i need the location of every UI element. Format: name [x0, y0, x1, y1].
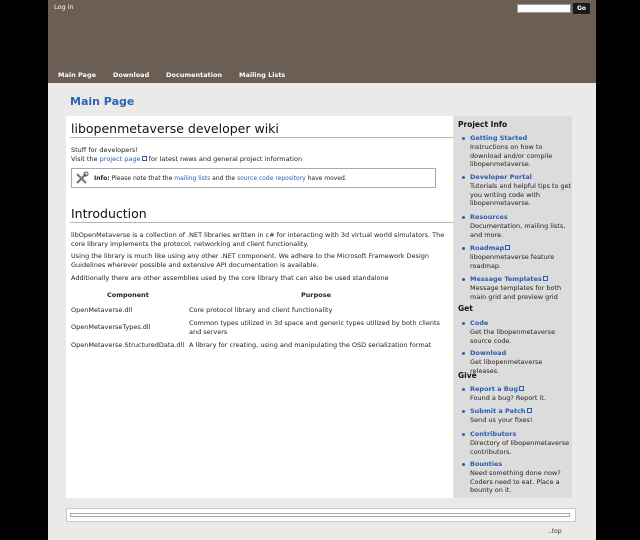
bullet-icon: [462, 137, 465, 140]
section-divider: [70, 222, 455, 223]
external-link-icon: [505, 245, 510, 250]
sidebar-item-title[interactable]: Contributors: [470, 430, 517, 438]
sidebar-heading-project-info: Project Info: [458, 120, 508, 129]
external-link-icon: [142, 156, 147, 161]
sidebar-item-title[interactable]: Download: [470, 349, 507, 357]
sidebar-item-desc: libopenmetaverse feature roadmap.: [470, 253, 555, 270]
sidebar-item-title[interactable]: Code: [470, 319, 489, 327]
sidebar-item-desc: Need something done now? Coders need to eat. Place a bounty on it.: [470, 469, 561, 494]
go-button[interactable]: Go: [573, 3, 590, 14]
sidebar-item-title[interactable]: Submit a Patch: [470, 407, 532, 415]
sidebar-item-desc: Send us your fixes!: [470, 416, 533, 424]
table-cell-component: OpenMetaverse.dll: [71, 306, 133, 314]
table-cell-purpose: Core protocol library and client functionality: [189, 306, 333, 314]
sidebar-item-desc: Directory of libopenmetaverse contributors.: [470, 439, 570, 456]
sidebar-item-title[interactable]: Developer Portal: [470, 173, 532, 181]
page: [48, 0, 596, 540]
nav-download[interactable]: Download: [113, 71, 150, 79]
bullet-icon: [462, 388, 465, 391]
para2-line2: Guidelines wherever possible and extensive API documentation is available.: [71, 261, 319, 269]
table-header-purpose: Purpose: [301, 291, 331, 299]
sidebar-heading-give: Give: [458, 371, 477, 380]
main-content: [66, 116, 453, 498]
bullet-icon: [462, 322, 465, 325]
login-link[interactable]: Log in: [54, 3, 74, 11]
bullet-icon: [462, 352, 465, 355]
external-link-icon: [527, 408, 532, 413]
info-mid: and the: [212, 175, 236, 182]
project-page-link[interactable]: project page: [99, 155, 141, 163]
table-cell-purpose: A library for creating, using and manipulating the OSD serialization format: [189, 341, 432, 349]
footer-box: [66, 508, 576, 522]
header: [48, 0, 596, 83]
bullet-icon: [462, 247, 465, 250]
sidebar-item-title[interactable]: Getting Started: [470, 134, 528, 142]
top-link[interactable]: ..top: [548, 528, 562, 535]
info-text: [94, 175, 347, 182]
footer-inner: [70, 513, 570, 517]
bullet-icon: [462, 176, 465, 179]
sidebar-item-desc: Message templates for both main grid and preview grid: [470, 284, 562, 301]
para1-line2: core library implements the protocol, networking and client functionality.: [71, 240, 309, 248]
tools-icon: [75, 171, 89, 185]
sidebar-item-title[interactable]: Bounties: [470, 460, 503, 468]
sidebar-item-desc: Documentation, mailing lists, and more.: [470, 222, 566, 239]
wiki-title: libopenmetaverse developer wiki: [71, 121, 279, 136]
sidebar-item-desc: Instructions on how to download and/or compile libopenmetaverse.: [470, 143, 553, 168]
nav-documentation[interactable]: Documentation: [166, 71, 223, 79]
external-link-icon: [543, 276, 548, 281]
intro-line-1: Stuff for developers!: [71, 146, 138, 154]
nav-main-page[interactable]: Main Page: [58, 71, 97, 79]
para3: Additionally there are other assemblies used by the core library that can also be used standalone: [71, 274, 389, 282]
table-cell-purpose: Common types utilized in 3d space and generic types utilized by both clients and servers: [189, 319, 440, 336]
sidebar-item-title[interactable]: Resources: [470, 213, 508, 221]
intro-pre: Visit the: [71, 155, 98, 163]
bullet-icon: [462, 278, 465, 281]
sidebar-item-desc: Get libopenmetaverse releases.: [470, 358, 543, 375]
bullet-icon: [462, 216, 465, 219]
sidebar-item-desc: Get the libopenmetaverse source code.: [470, 328, 556, 345]
intro-line-2: [71, 155, 302, 163]
mailing-lists-link[interactable]: mailing lists: [174, 175, 211, 182]
sidebar-item-desc: Found a bug? Report it.: [470, 394, 546, 402]
external-link-icon: [519, 386, 524, 391]
info-post: have moved.: [307, 175, 347, 182]
intro-post: for latest news and general project information: [148, 155, 303, 163]
search-input[interactable]: [517, 4, 571, 13]
table-cell-component: OpenMetaverse.StructuredData.dll: [71, 341, 185, 349]
sidebar-item-title[interactable]: Roadmap: [470, 244, 510, 252]
info-pre: Please note that the: [111, 175, 173, 182]
page-title: Main Page: [70, 95, 135, 108]
sidebar-item-desc: Tutorials and helpful tips to get you writing code with libopenmetaverse.: [470, 182, 572, 207]
para2-line1: Using the library is much like using any other .NET component. We adhere to the Microsoft Framework Design: [71, 252, 430, 260]
bullet-icon: [462, 410, 465, 413]
para1-line1: libOpenMetaverse is a collection of .NET libraries written in c# for interacting with 3d virtual world simulators. The: [71, 231, 445, 239]
title-divider: [70, 137, 455, 138]
info-box: [71, 168, 436, 188]
table-header-component: Component: [107, 291, 149, 299]
sidebar-item-title[interactable]: Message Templates: [470, 275, 548, 283]
sidebar: [454, 116, 572, 498]
sidebar-heading-get: Get: [458, 304, 473, 313]
bullet-icon: [462, 463, 465, 466]
nav-mailing-lists[interactable]: Mailing Lists: [239, 71, 286, 79]
section-title-introduction: Introduction: [71, 206, 147, 221]
table-cell-component: OpenMetaverseTypes.dll: [71, 323, 151, 331]
sidebar-item-title[interactable]: Report a Bug: [470, 385, 524, 393]
bullet-icon: [462, 433, 465, 436]
source-repo-link[interactable]: source code repository: [237, 175, 306, 182]
info-label: Info:: [94, 175, 110, 182]
